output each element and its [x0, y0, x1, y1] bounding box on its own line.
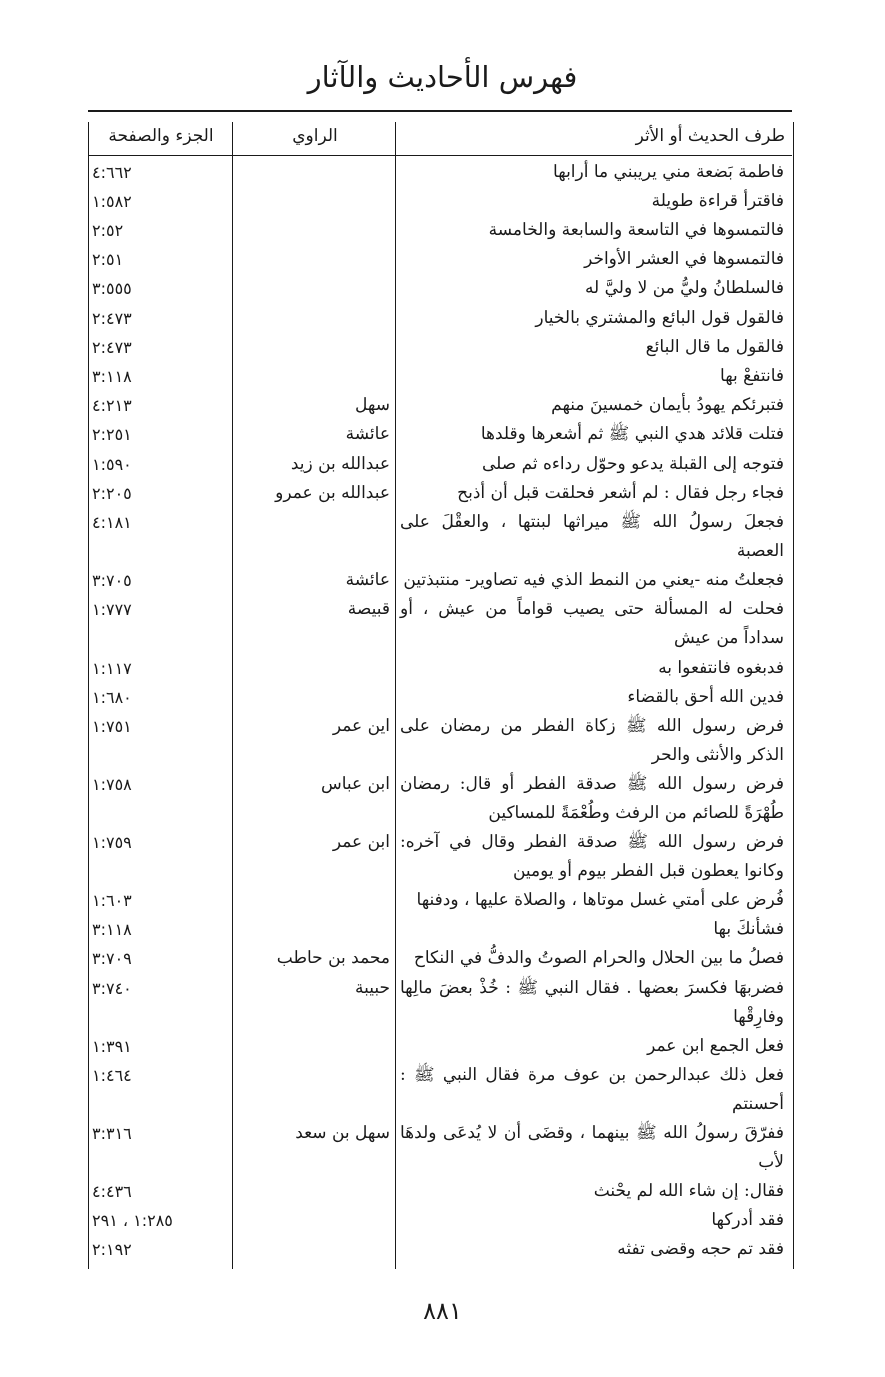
narrator-name: حبيبة	[354, 978, 390, 998]
volume-page-reference: ٢:١٩٢	[92, 1240, 132, 1259]
narrator-name: عبدالله بن عمرو	[275, 483, 390, 503]
hadith-text: فرض رسول الله ﷺ صدقة الفطر أو قال: رمضان طُهْرَةً للصائم من الرفث وطُعْمَةً للمساكين	[400, 774, 784, 823]
volume-page-reference: ١:٧٧٧	[92, 600, 132, 619]
narrator-name: اين عمر	[332, 716, 390, 736]
volume-page-reference: ٣:١١٨	[92, 367, 132, 386]
volume-page-reference: ١:٦٠٣	[92, 891, 132, 910]
column-header-hadith: طرف الحديث أو الأثر	[635, 126, 785, 146]
column-header-narrator: الراوي	[292, 126, 338, 146]
volume-page-reference: ١:٧٥٩	[92, 833, 132, 852]
hadith-text: ففرّقَ رسولُ الله ﷺ بينهما ، وقضَى أن لا يُدعَى ولدهَا لأب	[400, 1123, 784, 1172]
volume-page-reference: ٤:٦٦٢	[92, 163, 132, 182]
narrator-name: عائشة	[345, 570, 390, 590]
column-header-reference: الجزء والصفحة	[108, 126, 214, 146]
volume-page-reference: ٢:٥٢	[92, 221, 124, 240]
hadith-text: فقد أدركها	[711, 1210, 784, 1230]
hadith-text: فالقول ما قال البائع	[645, 337, 784, 357]
hadith-text: فانتفعْ بها	[720, 366, 784, 386]
hadith-text: فالتمسوها في العشر الأواخر	[584, 249, 784, 269]
hadith-text: فصلُ ما بين الحلال والحرام الصوتُ والدفُّ في النكاح	[413, 948, 784, 968]
volume-page-reference: ٣:٥٥٥	[92, 279, 132, 298]
hadith-text: فرض رسول الله ﷺ صدقة الفطر وقال في آخره: وكانوا يعطون قبل الفطر بيوم أو يومين	[400, 832, 784, 881]
volume-page-reference: ٤:١٨١	[92, 513, 132, 532]
narrator-name: ابن عباس	[320, 774, 390, 794]
volume-page-reference: ١:٤٦٤	[92, 1066, 132, 1085]
hadith-text: فشأنكَ بها	[713, 919, 784, 939]
page-title: فهرس الأحاديث والآثار	[307, 60, 578, 94]
hadith-text: فعل الجمع ابن عمر	[647, 1036, 784, 1056]
hadith-text: فتلت قلائد هدي النبي ﷺ ثم أشعرها وقلدها	[480, 424, 784, 444]
volume-page-reference: ١:٥٩٠	[92, 455, 132, 474]
volume-page-reference: ١:٢٨٥ ، ٢٩١	[92, 1211, 173, 1230]
volume-page-reference: ٢:٢٥١	[92, 425, 132, 444]
hadith-text: فجعلتُ منه -يعني من النمط الذي فيه تصاوير- منتبذتين	[403, 570, 784, 590]
column-divider	[232, 122, 233, 1269]
volume-page-reference: ٤:٤٣٦	[92, 1182, 132, 1201]
volume-page-reference: ١:٦٨٠	[92, 688, 132, 707]
volume-page-reference: ٤:٢١٣	[92, 396, 132, 415]
column-divider	[395, 122, 396, 1269]
hadith-text: فجاء رجل فقال : لم أشعر فحلقت قبل أن أذبح	[457, 483, 784, 503]
narrator-name: محمد بن حاطب	[276, 948, 390, 968]
volume-page-reference: ١:٥٨٢	[92, 192, 132, 211]
hadith-text: فرض رسول الله ﷺ زكاة الفطر من رمضان على الذكر والأنثى والحر	[400, 716, 784, 765]
volume-page-reference: ٢:٢٠٥	[92, 484, 132, 503]
narrator-name: عبدالله بن زيد	[290, 454, 390, 474]
hadith-text: فاطمة بَضعة مني يريبني ما أرابها	[553, 162, 784, 182]
hadith-text: فتبرئكم يهودُ بأيمان خمسينَ منهم	[551, 395, 784, 415]
hadith-text: فاقترأ قراءة طويلة	[651, 191, 784, 211]
table-header-rule	[88, 155, 792, 156]
volume-page-reference: ١:٧٥١	[92, 717, 132, 736]
hadith-text: فدبغوه فانتفعوا به	[658, 658, 784, 678]
hadith-text: فالتمسوها في التاسعة والسابعة والخامسة	[488, 220, 784, 240]
volume-page-reference: ٣:١١٨	[92, 920, 132, 939]
volume-page-reference: ٣:٧٠٥	[92, 571, 132, 590]
narrator-name: سهل	[355, 395, 390, 415]
volume-page-reference: ١:١١٧	[92, 659, 132, 678]
hadith-text: فقد تم حجه وقضى تفثه	[617, 1239, 784, 1259]
hadith-text: فُرض على أمتي غسل موتاها ، والصلاة عليها ، ودفنها	[416, 890, 784, 910]
narrator-name: سهل بن سعد	[295, 1123, 390, 1143]
volume-page-reference: ٣:٧٠٩	[92, 949, 132, 968]
volume-page-reference: ١:٣٩١	[92, 1037, 132, 1056]
volume-page-reference: ٢:٤٧٣	[92, 338, 132, 357]
hadith-text: فالسلطانُ وليُّ من لا وليَّ له	[584, 278, 784, 298]
volume-page-reference: ١:٧٥٨	[92, 775, 132, 794]
narrator-name: عائشة	[345, 424, 390, 444]
page-number: ٨٨١	[423, 1297, 462, 1325]
hadith-text: فتوجه إلى القبلة يدعو وحوّل رداءه ثم صلى	[481, 454, 784, 474]
volume-page-reference: ٣:٣١٦	[92, 1124, 132, 1143]
hadith-text: فجعلَ رسولُ الله ﷺ ميراثها لبنتها ، والعقْلَ على العصبة	[400, 512, 784, 561]
volume-page-reference: ٢:٥١	[92, 250, 124, 269]
hadith-text: فعل ذلك عبدالرحمن بن عوف مرة فقال النبي ﷺ : أحسنتم	[400, 1065, 784, 1114]
hadith-text: فدين الله أحق بالقضاء	[627, 687, 784, 707]
volume-page-reference: ٣:٧٤٠	[92, 979, 132, 998]
hadith-text: فقال: إن شاء الله لم يحْنث	[593, 1181, 784, 1201]
narrator-name: قبيصة	[347, 599, 390, 619]
header-rule	[88, 110, 792, 112]
hadith-text: فحلت له المسألة حتى يصيب قواماً من عيش ، أو سداداً من عيش	[400, 599, 784, 648]
narrator-name: ابن عمر	[332, 832, 390, 852]
hadith-text: فالقول قول البائع والمشتري بالخيار	[535, 308, 784, 328]
hadith-text: فضربهَا فكسرَ بعضها . فقال النبي ﷺ : خُذْ بعضَ مالِها وفارِقْها	[400, 978, 784, 1027]
volume-page-reference: ٢:٤٧٣	[92, 309, 132, 328]
